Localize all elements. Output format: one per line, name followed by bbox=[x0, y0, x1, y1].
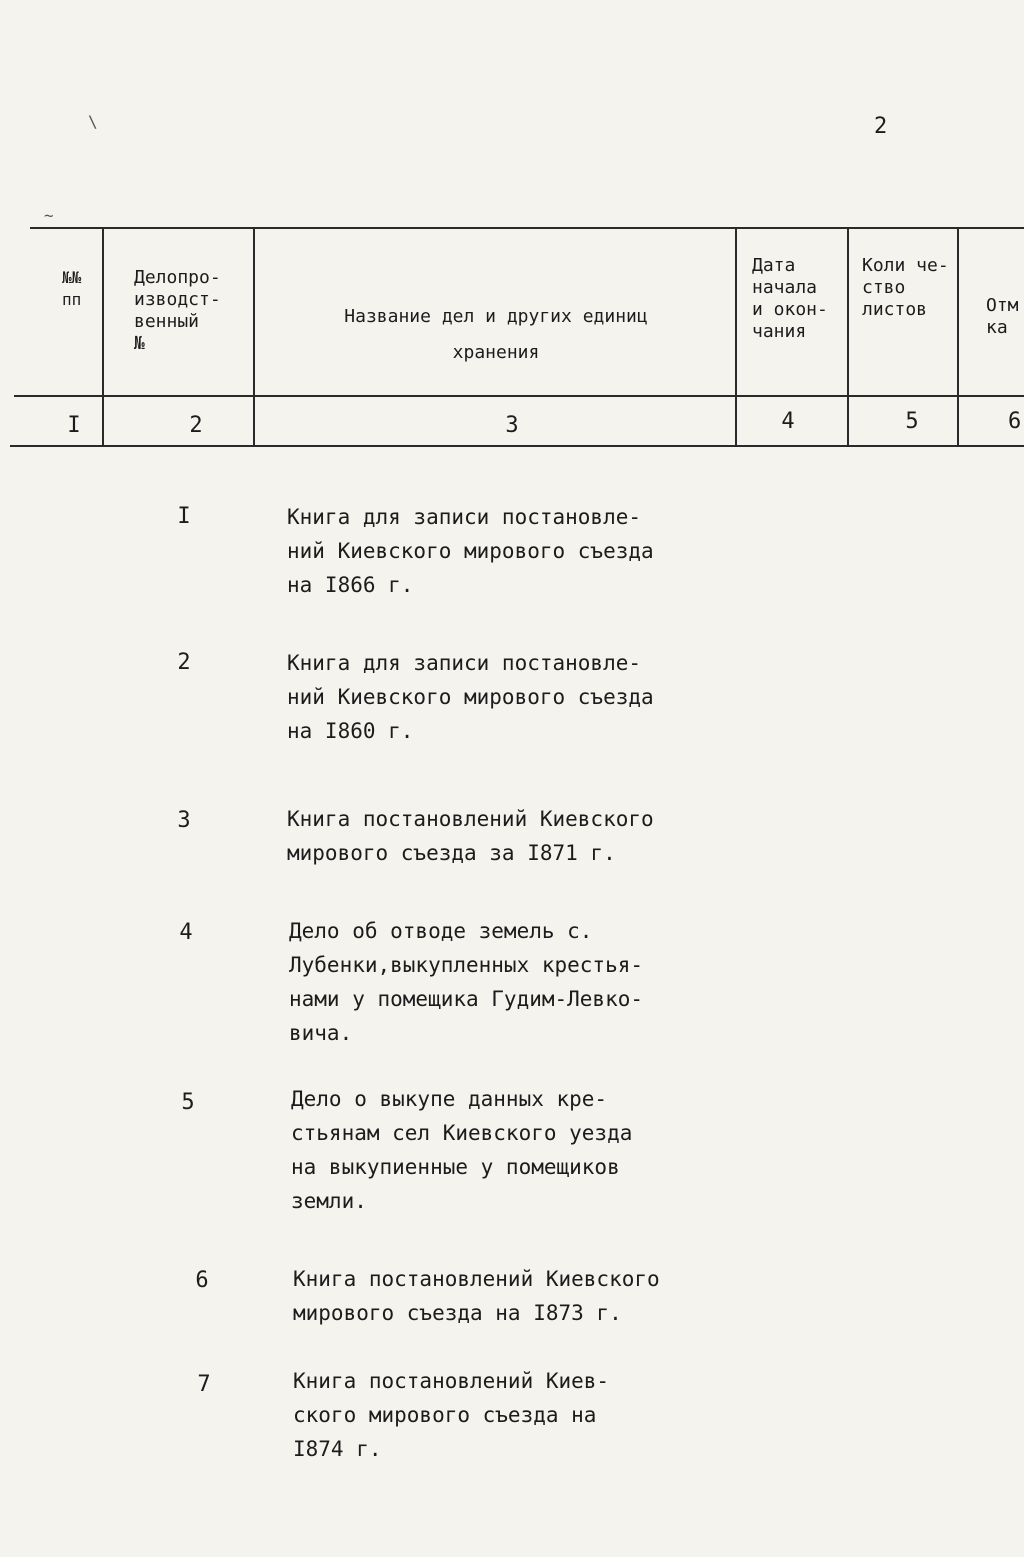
entry-number: 3 bbox=[177, 808, 191, 833]
col-number: 4 bbox=[781, 409, 795, 434]
entry-title: Книга для записи постановле- ний Киевского мирового съезда на I860 г. bbox=[287, 651, 654, 743]
col-number: 3 bbox=[505, 413, 519, 438]
entry-number: 2 bbox=[177, 650, 191, 675]
entry-title: Книга для записи постановле- ний Киевского мирового съезда на I866 г. bbox=[287, 505, 654, 597]
col-header-office-number: Делопро- изводст- венный № bbox=[134, 267, 221, 354]
entry-number: 4 bbox=[179, 920, 193, 945]
header-bottom-rule bbox=[10, 445, 1024, 447]
entry-title: Книга постановлений Киевского мирового съезда на I873 г. bbox=[293, 1267, 660, 1325]
col-header-title: Название дел и других единиц хранения bbox=[344, 306, 648, 363]
col-number: I bbox=[67, 413, 81, 438]
scan-mark: ~ bbox=[44, 206, 54, 225]
scan-mark: \ bbox=[88, 112, 98, 131]
entry-number: 5 bbox=[181, 1090, 195, 1115]
header-top-rule bbox=[30, 227, 1024, 229]
column-divider bbox=[102, 227, 104, 447]
entry-title: Книга постановлений Киев- ского мирового съезда на I874 г. bbox=[293, 1369, 610, 1461]
col-number: 5 bbox=[905, 409, 919, 434]
entry-number: 6 bbox=[195, 1268, 209, 1293]
column-divider bbox=[847, 227, 849, 447]
col-number: 6 bbox=[1008, 409, 1022, 434]
col-header-dates: Дата начала и окон- чания bbox=[752, 255, 828, 342]
col-header-notes: Отм ка bbox=[986, 295, 1019, 338]
entry-number: I bbox=[177, 504, 191, 529]
entry-title: Дело о выкупе данных кре- стьянам сел Киевского уезда на выкупиенные у помещиков земли. bbox=[291, 1087, 633, 1213]
entry-title: Дело об отводе земель с. Лубенки,выкупленных крестья- нами у помещика Гудим-Левко- вича. bbox=[289, 919, 644, 1045]
entry-number: 7 bbox=[197, 1372, 211, 1397]
page-number: 2 bbox=[874, 114, 888, 139]
col-number: 2 bbox=[189, 413, 203, 438]
header-middle-rule bbox=[14, 395, 1024, 397]
table-header bbox=[0, 225, 1024, 448]
col-header-sheet-count: Коли че- ство листов bbox=[862, 255, 949, 320]
column-divider bbox=[735, 227, 737, 447]
col-header-pp: №№ пп bbox=[62, 268, 82, 309]
column-divider bbox=[253, 227, 255, 447]
entry-title: Книга постановлений Киевского мирового съезда за I871 г. bbox=[287, 807, 654, 865]
